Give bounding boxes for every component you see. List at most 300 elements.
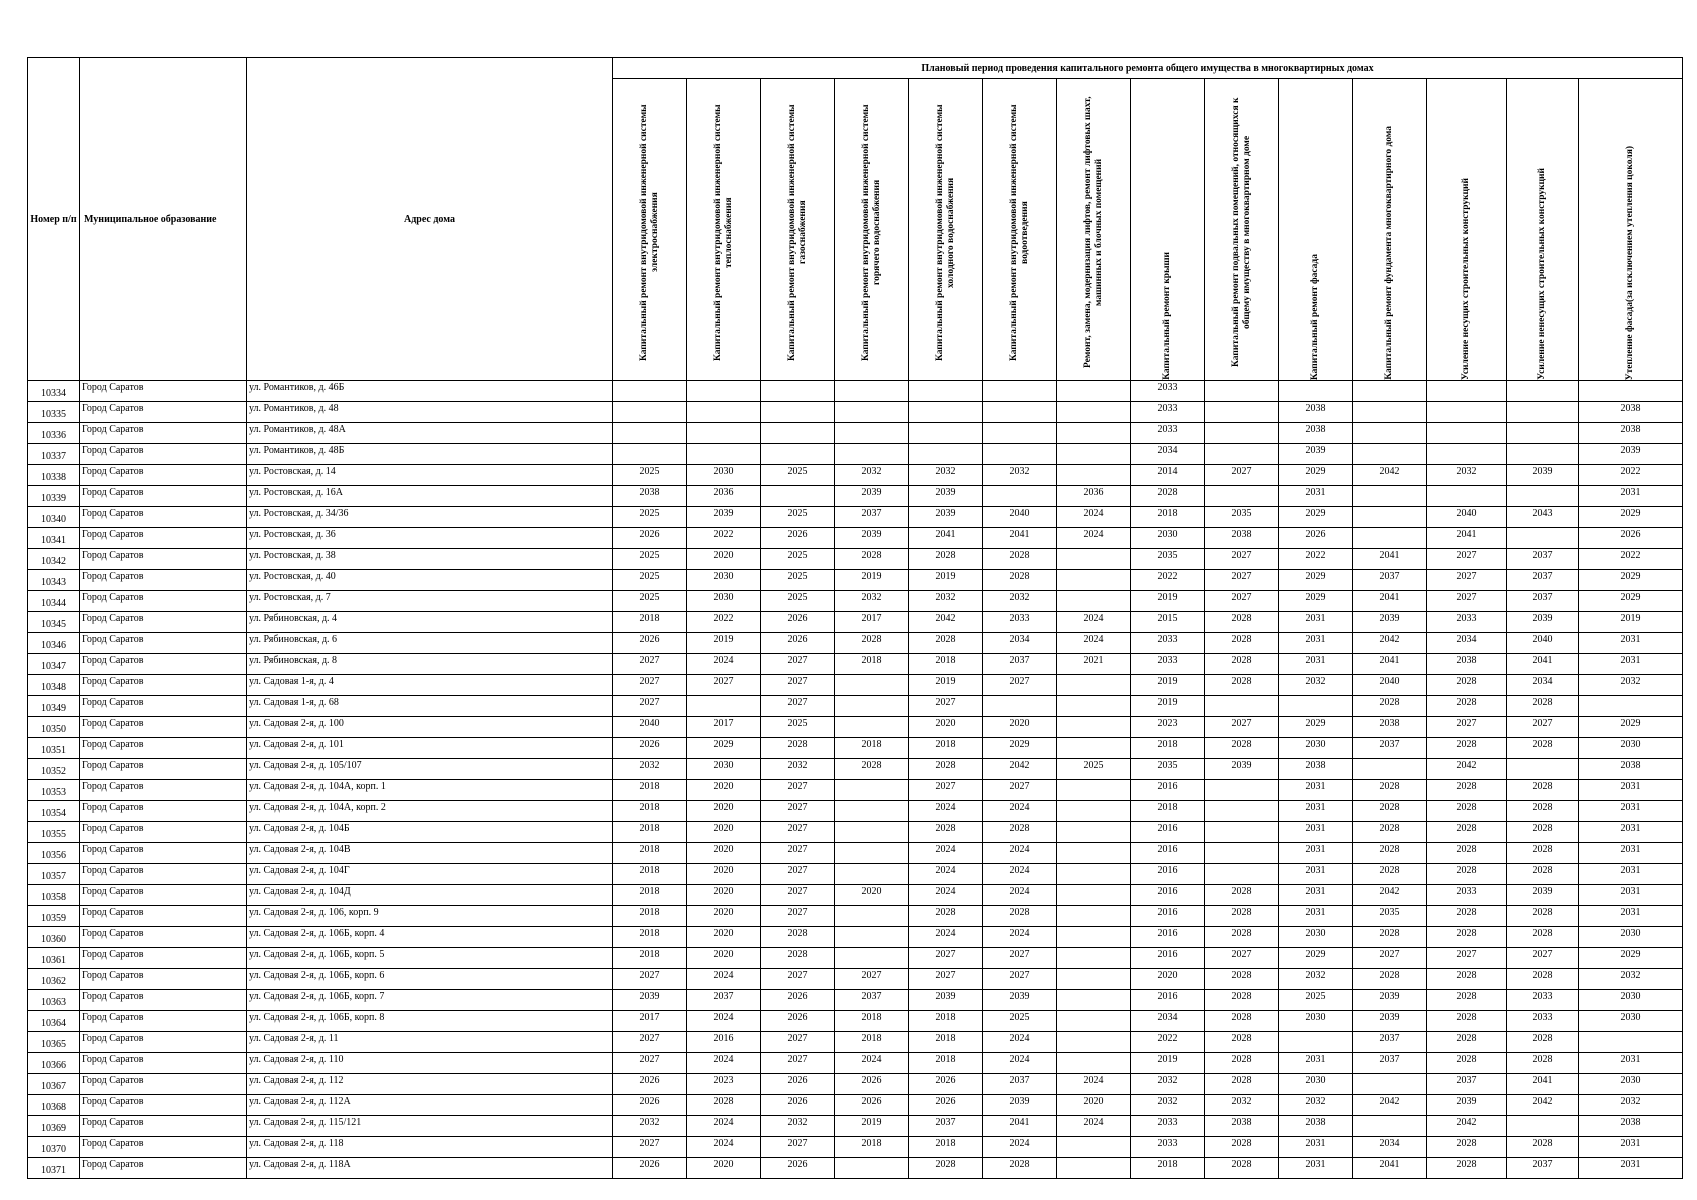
year-cell (1507, 528, 1579, 549)
year-cell (1205, 864, 1279, 885)
year-cell: 2032 (1279, 969, 1353, 990)
year-cell: 2018 (1131, 738, 1205, 759)
year-cell: 2040 (1353, 675, 1427, 696)
year-cell (835, 864, 909, 885)
year-cell (1353, 444, 1427, 465)
year-cell: 2039 (909, 507, 983, 528)
year-cell: 2039 (909, 990, 983, 1011)
year-cell: 2027 (761, 675, 835, 696)
year-cell: 2027 (1205, 570, 1279, 591)
address-cell: ул. Садовая 2-я, д. 104Б (247, 822, 613, 843)
year-cell: 2028 (1427, 927, 1507, 948)
year-cell: 2036 (687, 486, 761, 507)
year-cell (835, 444, 909, 465)
year-cell: 2031 (1579, 822, 1683, 843)
year-cell (1353, 381, 1427, 402)
year-cell: 2029 (1279, 591, 1353, 612)
year-cell: 2016 (1131, 780, 1205, 801)
year-cell: 2030 (687, 591, 761, 612)
year-cell (1427, 444, 1507, 465)
year-cell (835, 822, 909, 843)
column-header-label: Усиление ненесущих строительных конструкций (1537, 168, 1547, 380)
year-cell: 2039 (1427, 1095, 1507, 1116)
municipality-cell: Город Саратов (80, 780, 247, 801)
year-cell: 2027 (1353, 948, 1427, 969)
year-cell (1205, 822, 1279, 843)
year-cell: 2024 (1057, 633, 1131, 654)
year-cell (1205, 444, 1279, 465)
year-cell: 2028 (1205, 675, 1279, 696)
table-row (28, 1032, 1683, 1053)
year-cell: 2041 (1353, 591, 1427, 612)
year-cell: 2028 (1427, 1032, 1507, 1053)
municipality-cell: Город Саратов (80, 1116, 247, 1137)
year-cell: 2019 (1131, 696, 1205, 717)
year-cell: 2024 (687, 1137, 761, 1158)
year-cell: 2020 (687, 780, 761, 801)
year-cell: 2039 (1205, 759, 1279, 780)
year-cell: 2031 (1279, 612, 1353, 633)
address-cell: ул. Ростовская, д. 36 (247, 528, 613, 549)
year-cell: 2028 (1131, 486, 1205, 507)
year-cell: 2033 (1131, 423, 1205, 444)
year-cell: 2033 (1131, 654, 1205, 675)
year-cell: 2026 (909, 1095, 983, 1116)
year-cell: 2027 (1507, 948, 1579, 969)
year-cell: 2019 (1131, 591, 1205, 612)
year-cell: 2016 (1131, 927, 1205, 948)
year-cell: 2034 (1353, 1137, 1427, 1158)
year-cell: 2032 (983, 465, 1057, 486)
year-cell (1353, 528, 1427, 549)
year-cell (1057, 843, 1131, 864)
year-cell: 2018 (835, 654, 909, 675)
year-cell (1507, 381, 1579, 402)
year-cell: 2028 (1507, 801, 1579, 822)
year-cell: 2025 (613, 549, 687, 570)
year-cell: 2026 (761, 1158, 835, 1179)
year-cell: 2040 (1427, 507, 1507, 528)
municipality-cell: Город Саратов (80, 591, 247, 612)
row-number: 10371 (28, 1158, 80, 1179)
year-cell: 2020 (687, 549, 761, 570)
year-cell: 2040 (613, 717, 687, 738)
address-cell: ул. Садовая 1-я, д. 4 (247, 675, 613, 696)
year-cell: 2027 (1427, 591, 1507, 612)
year-cell: 2028 (687, 1095, 761, 1116)
year-cell (1353, 507, 1427, 528)
column-header (983, 79, 1057, 381)
header-planned-period: Плановый период проведения капитального ремонта общего имущества в многоквартирных домах (613, 58, 1683, 79)
year-cell: 2032 (909, 465, 983, 486)
year-cell: 2024 (1057, 612, 1131, 633)
year-cell: 2035 (1353, 906, 1427, 927)
year-cell: 2026 (761, 633, 835, 654)
year-cell: 2026 (761, 1095, 835, 1116)
year-cell: 2025 (1057, 759, 1131, 780)
year-cell (1057, 885, 1131, 906)
year-cell: 2028 (835, 759, 909, 780)
row-number: 10361 (28, 948, 80, 969)
year-cell (983, 486, 1057, 507)
address-cell: ул. Садовая 2-я, д. 104Д (247, 885, 613, 906)
address-cell: ул. Садовая 2-я, д. 110 (247, 1053, 613, 1074)
year-cell: 2023 (687, 1074, 761, 1095)
year-cell: 2028 (1507, 864, 1579, 885)
year-cell: 2028 (983, 906, 1057, 927)
address-cell: ул. Садовая 2-я, д. 104А, корп. 2 (247, 801, 613, 822)
column-header-label: Капитальный ремонт внутридомовой инженерной системы водоотведения (1008, 104, 1030, 361)
year-cell: 2021 (1057, 654, 1131, 675)
year-cell: 2028 (1427, 969, 1507, 990)
year-cell: 2028 (909, 759, 983, 780)
year-cell: 2041 (1507, 654, 1579, 675)
year-cell: 2028 (1205, 990, 1279, 1011)
year-cell: 2034 (1131, 1011, 1205, 1032)
column-header (1579, 79, 1683, 381)
year-cell: 2042 (1353, 465, 1427, 486)
column-header-label: Капитальный ремонт крыши (1162, 252, 1172, 380)
year-cell: 2039 (1279, 444, 1353, 465)
year-cell: 2042 (1427, 759, 1507, 780)
table-row (28, 570, 1683, 591)
municipality-cell: Город Саратов (80, 486, 247, 507)
year-cell: 2042 (1353, 1095, 1427, 1116)
year-cell: 2025 (761, 591, 835, 612)
year-cell: 2028 (983, 822, 1057, 843)
year-cell: 2027 (761, 843, 835, 864)
year-cell: 2027 (761, 906, 835, 927)
year-cell: 2028 (1507, 822, 1579, 843)
year-cell: 2037 (1507, 1158, 1579, 1179)
year-cell: 2032 (835, 591, 909, 612)
year-cell: 2037 (1507, 549, 1579, 570)
year-cell (1057, 864, 1131, 885)
year-cell: 2027 (613, 654, 687, 675)
year-cell (1057, 1032, 1131, 1053)
year-cell: 2033 (1131, 381, 1205, 402)
address-cell: ул. Садовая 2-я, д. 106Б, корп. 4 (247, 927, 613, 948)
municipality-cell: Город Саратов (80, 633, 247, 654)
year-cell (761, 381, 835, 402)
year-cell: 2038 (1205, 1116, 1279, 1137)
year-cell (1507, 444, 1579, 465)
row-number: 10356 (28, 843, 80, 864)
year-cell (1057, 738, 1131, 759)
column-header-label: Капитальный ремонт фундамента многоквартирного дома (1384, 126, 1394, 380)
table-row (28, 927, 1683, 948)
year-cell: 2018 (835, 1032, 909, 1053)
year-cell: 2028 (1507, 1137, 1579, 1158)
year-cell: 2027 (613, 1137, 687, 1158)
year-cell: 2016 (1131, 843, 1205, 864)
year-cell: 2028 (1427, 822, 1507, 843)
municipality-cell: Город Саратов (80, 402, 247, 423)
year-cell: 2024 (909, 801, 983, 822)
column-header (613, 79, 687, 381)
year-cell: 2028 (1353, 801, 1427, 822)
year-cell: 2028 (1205, 654, 1279, 675)
year-cell: 2035 (1131, 549, 1205, 570)
year-cell: 2028 (1205, 1053, 1279, 1074)
year-cell: 2038 (1579, 402, 1683, 423)
year-cell: 2033 (1507, 1011, 1579, 1032)
column-header (761, 79, 835, 381)
municipality-cell: Город Саратов (80, 738, 247, 759)
year-cell: 2027 (983, 675, 1057, 696)
year-cell (687, 381, 761, 402)
year-cell: 2028 (1353, 780, 1427, 801)
year-cell: 2037 (909, 1116, 983, 1137)
year-cell: 2038 (1427, 654, 1507, 675)
year-cell: 2026 (761, 612, 835, 633)
row-number: 10349 (28, 696, 80, 717)
year-cell: 2022 (687, 528, 761, 549)
year-cell: 2024 (835, 1053, 909, 1074)
table-row (28, 1158, 1683, 1179)
year-cell: 2039 (1579, 444, 1683, 465)
year-cell: 2037 (1427, 1074, 1507, 1095)
year-cell: 2018 (835, 1011, 909, 1032)
year-cell: 2037 (1353, 570, 1427, 591)
municipality-cell: Город Саратов (80, 885, 247, 906)
year-cell: 2025 (761, 570, 835, 591)
row-number: 10337 (28, 444, 80, 465)
year-cell: 2027 (761, 822, 835, 843)
year-cell (1507, 402, 1579, 423)
year-cell: 2018 (613, 801, 687, 822)
year-cell: 2022 (687, 612, 761, 633)
year-cell (1057, 927, 1131, 948)
year-cell: 2018 (613, 822, 687, 843)
year-cell: 2032 (1205, 1095, 1279, 1116)
municipality-cell: Город Саратов (80, 1074, 247, 1095)
year-cell: 2028 (1353, 696, 1427, 717)
year-cell: 2028 (1427, 843, 1507, 864)
year-cell: 2029 (1279, 465, 1353, 486)
year-cell: 2027 (1427, 570, 1507, 591)
year-cell: 2033 (1131, 402, 1205, 423)
year-cell: 2033 (1131, 633, 1205, 654)
column-header-label: Усиление несущих строительных конструкций (1461, 177, 1471, 380)
row-number: 10354 (28, 801, 80, 822)
year-cell: 2027 (613, 969, 687, 990)
table-row (28, 969, 1683, 990)
year-cell (1205, 843, 1279, 864)
address-cell: ул. Романтиков, д. 48Б (247, 444, 613, 465)
year-cell: 2029 (1579, 507, 1683, 528)
address-cell: ул. Садовая 2-я, д. 115/121 (247, 1116, 613, 1137)
year-cell: 2037 (687, 990, 761, 1011)
table-row (28, 801, 1683, 822)
year-cell: 2040 (983, 507, 1057, 528)
year-cell (1057, 444, 1131, 465)
municipality-cell: Город Саратов (80, 927, 247, 948)
year-cell: 2032 (1279, 675, 1353, 696)
address-cell: ул. Садовая 2-я, д. 106Б, корп. 8 (247, 1011, 613, 1032)
year-cell: 2027 (1205, 948, 1279, 969)
year-cell: 2031 (1279, 1053, 1353, 1074)
column-header (835, 79, 909, 381)
year-cell: 2028 (761, 948, 835, 969)
year-cell: 2018 (613, 843, 687, 864)
year-cell: 2029 (1279, 717, 1353, 738)
row-number: 10369 (28, 1116, 80, 1137)
year-cell: 2028 (1427, 1137, 1507, 1158)
table-row (28, 549, 1683, 570)
address-cell: ул. Садовая 2-я, д. 100 (247, 717, 613, 738)
year-cell (1057, 465, 1131, 486)
year-cell: 2032 (613, 1116, 687, 1137)
column-header-label: Капитальный ремонт внутридомовой инженерной системы электроснабжения (638, 104, 660, 361)
year-cell (1205, 801, 1279, 822)
year-cell: 2018 (613, 948, 687, 969)
year-cell: 2020 (687, 843, 761, 864)
year-cell: 2038 (1205, 528, 1279, 549)
year-cell: 2028 (1427, 1011, 1507, 1032)
row-number: 10340 (28, 507, 80, 528)
year-cell: 2030 (687, 465, 761, 486)
year-cell: 2027 (761, 696, 835, 717)
year-cell: 2030 (1279, 1011, 1353, 1032)
municipality-cell: Город Саратов (80, 528, 247, 549)
year-cell: 2037 (983, 1074, 1057, 1095)
year-cell: 2027 (687, 675, 761, 696)
row-number: 10350 (28, 717, 80, 738)
year-cell (1057, 423, 1131, 444)
municipality-cell: Город Саратов (80, 1032, 247, 1053)
year-cell: 2020 (687, 927, 761, 948)
year-cell (1205, 696, 1279, 717)
year-cell: 2031 (1579, 1158, 1683, 1179)
year-cell (761, 423, 835, 444)
year-cell: 2024 (909, 885, 983, 906)
year-cell: 2029 (1279, 507, 1353, 528)
year-cell: 2027 (761, 654, 835, 675)
year-cell: 2025 (761, 549, 835, 570)
table-body (28, 381, 1683, 1179)
year-cell (1057, 570, 1131, 591)
year-cell: 2018 (909, 1032, 983, 1053)
year-cell: 2038 (1279, 402, 1353, 423)
year-cell: 2039 (909, 486, 983, 507)
year-cell: 2034 (1131, 444, 1205, 465)
year-cell: 2042 (1353, 633, 1427, 654)
year-cell: 2031 (1579, 486, 1683, 507)
column-header-label: Капитальный ремонт внутридомовой инженерной системы теплоснабжения (712, 104, 734, 361)
column-header-label: Капитальный ремонт фасада (1310, 253, 1320, 380)
table-row (28, 738, 1683, 759)
address-cell: ул. Садовая 2-я, д. 104В (247, 843, 613, 864)
year-cell: 2020 (983, 717, 1057, 738)
year-cell (835, 696, 909, 717)
year-cell: 2031 (1579, 1137, 1683, 1158)
year-cell: 2016 (1131, 906, 1205, 927)
municipality-cell: Город Саратов (80, 843, 247, 864)
column-header (1279, 79, 1353, 381)
year-cell: 2028 (1205, 1032, 1279, 1053)
year-cell: 2040 (1507, 633, 1579, 654)
year-cell: 2032 (1279, 1095, 1353, 1116)
year-cell: 2026 (613, 1158, 687, 1179)
year-cell: 2026 (1579, 528, 1683, 549)
year-cell: 2029 (1579, 591, 1683, 612)
address-cell: ул. Садовая 2-я, д. 118 (247, 1137, 613, 1158)
year-cell (1353, 486, 1427, 507)
year-cell: 2022 (1579, 465, 1683, 486)
column-header (1131, 79, 1205, 381)
year-cell (1057, 990, 1131, 1011)
year-cell: 2018 (613, 864, 687, 885)
year-cell: 2018 (835, 1137, 909, 1158)
table-row (28, 696, 1683, 717)
year-cell (909, 423, 983, 444)
year-cell (983, 402, 1057, 423)
year-cell: 2042 (1353, 885, 1427, 906)
year-cell: 2028 (909, 549, 983, 570)
year-cell (909, 444, 983, 465)
year-cell: 2028 (909, 822, 983, 843)
year-cell (983, 696, 1057, 717)
year-cell: 2035 (1131, 759, 1205, 780)
year-cell: 2028 (1205, 906, 1279, 927)
year-cell: 2031 (1279, 843, 1353, 864)
year-cell: 2018 (909, 1053, 983, 1074)
municipality-cell: Город Саратов (80, 675, 247, 696)
year-cell: 2033 (1507, 990, 1579, 1011)
year-cell: 2030 (687, 570, 761, 591)
row-number: 10370 (28, 1137, 80, 1158)
table-row (28, 612, 1683, 633)
year-cell: 2032 (761, 1116, 835, 1137)
year-cell: 2037 (835, 507, 909, 528)
year-cell: 2028 (1427, 738, 1507, 759)
year-cell (835, 906, 909, 927)
year-cell: 2020 (835, 885, 909, 906)
year-cell: 2025 (613, 591, 687, 612)
year-cell: 2028 (1205, 738, 1279, 759)
year-cell: 2016 (1131, 885, 1205, 906)
year-cell (835, 843, 909, 864)
year-cell: 2033 (1427, 885, 1507, 906)
year-cell: 2019 (909, 570, 983, 591)
year-cell: 2028 (1507, 969, 1579, 990)
year-cell: 2039 (613, 990, 687, 1011)
year-cell: 2037 (983, 654, 1057, 675)
table-row (28, 486, 1683, 507)
year-cell: 2027 (761, 1053, 835, 1074)
year-cell (1205, 423, 1279, 444)
year-cell: 2026 (835, 1074, 909, 1095)
column-header-label: Капитальный ремонт внутридомовой инженерной системы горячего водоснабжения (860, 104, 882, 361)
address-cell: ул. Романтиков, д. 48 (247, 402, 613, 423)
year-cell: 2028 (835, 549, 909, 570)
row-number: 10368 (28, 1095, 80, 1116)
year-cell: 2027 (761, 780, 835, 801)
year-cell: 2020 (687, 948, 761, 969)
year-cell: 2033 (983, 612, 1057, 633)
year-cell: 2037 (1353, 1032, 1427, 1053)
year-cell (1205, 402, 1279, 423)
year-cell (1057, 948, 1131, 969)
year-cell: 2043 (1507, 507, 1579, 528)
year-cell: 2038 (1279, 759, 1353, 780)
year-cell: 2028 (983, 570, 1057, 591)
year-cell: 2026 (613, 1095, 687, 1116)
year-cell (1279, 696, 1353, 717)
address-cell: ул. Садовая 2-я, д. 118А (247, 1158, 613, 1179)
header-municipality: Муниципальное образование (80, 58, 247, 381)
